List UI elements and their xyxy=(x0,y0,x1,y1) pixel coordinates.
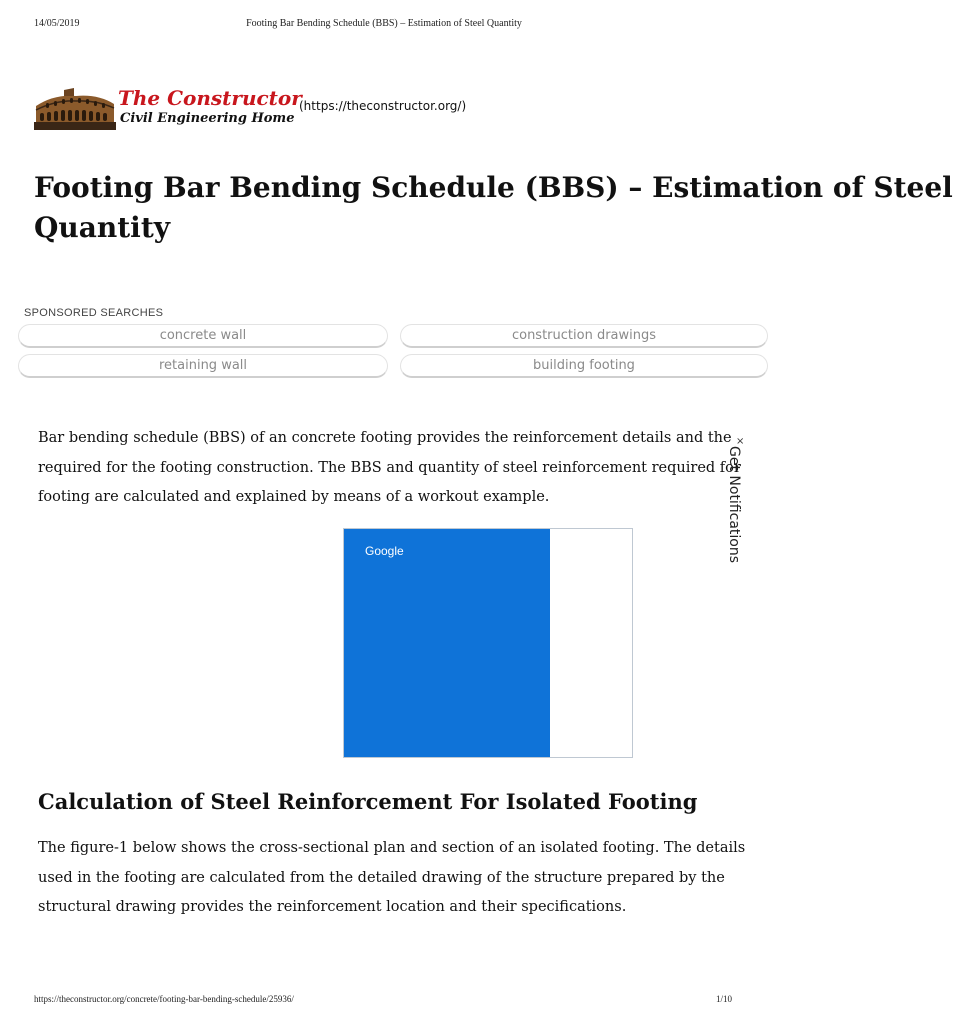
sponsored-search-button[interactable]: building footing xyxy=(400,354,768,378)
section-line: used in the footing are calculated from the detailed drawing of the structure prepared by the xyxy=(38,869,725,886)
get-notifications-tab[interactable] xyxy=(722,436,746,576)
print-page-number: 1/10 xyxy=(716,994,733,1004)
close-icon[interactable]: × xyxy=(736,436,745,447)
sponsored-search-button[interactable]: retaining wall xyxy=(18,354,388,378)
section-paragraph xyxy=(38,834,768,923)
google-ad-banner[interactable] xyxy=(343,528,633,758)
intro-line: Bar bending schedule (BBS) of an concrete footing provides the reinforcement details and the xyxy=(38,430,732,446)
sponsored-search-button[interactable]: concrete wall xyxy=(18,324,388,348)
article-title-line: Footing Bar Bending Schedule (BBS) – Estimation of Steel xyxy=(34,171,953,204)
site-logo-title: The Constructor xyxy=(118,86,302,110)
site-logo-row xyxy=(34,84,734,134)
colosseum-logo-icon xyxy=(34,88,116,130)
intro-paragraph xyxy=(38,424,768,513)
ad-blue-panel xyxy=(344,529,550,757)
sponsored-search-button[interactable]: construction drawings xyxy=(400,324,768,348)
site-logo-subtitle: Civil Engineering Home xyxy=(120,111,295,126)
print-footer-url: https://theconstructor.org/concrete/footing-bar-bending-schedule/25936/ xyxy=(34,994,294,1004)
section-heading: Calculation of Steel Reinforcement For Isolated Footing xyxy=(38,789,698,814)
print-date: 14/05/2019 xyxy=(34,18,80,29)
sponsored-searches-label: SPONSORED SEARCHES xyxy=(24,307,164,319)
print-document-title: Footing Bar Bending Schedule (BBS) – Estimation of Steel Quantity xyxy=(246,18,522,29)
site-url-link[interactable]: (https://theconstructor.org/) xyxy=(299,99,467,113)
intro-line: footing are calculated and explained by means of a workout example. xyxy=(38,489,550,505)
get-notifications-label[interactable]: Get Notifications xyxy=(726,446,742,564)
article-title-line: Quantity xyxy=(34,211,171,244)
google-ad-brand: Google xyxy=(365,544,404,558)
intro-line: required for the footing construction. The BBS and quantity of steel reinforcement required for xyxy=(38,459,741,476)
article-title xyxy=(34,168,953,248)
section-line: structural drawing provides the reinforcement location and their specifications. xyxy=(38,899,627,915)
section-line: The figure-1 below shows the cross-sectional plan and section of an isolated footing. The details xyxy=(38,840,746,856)
